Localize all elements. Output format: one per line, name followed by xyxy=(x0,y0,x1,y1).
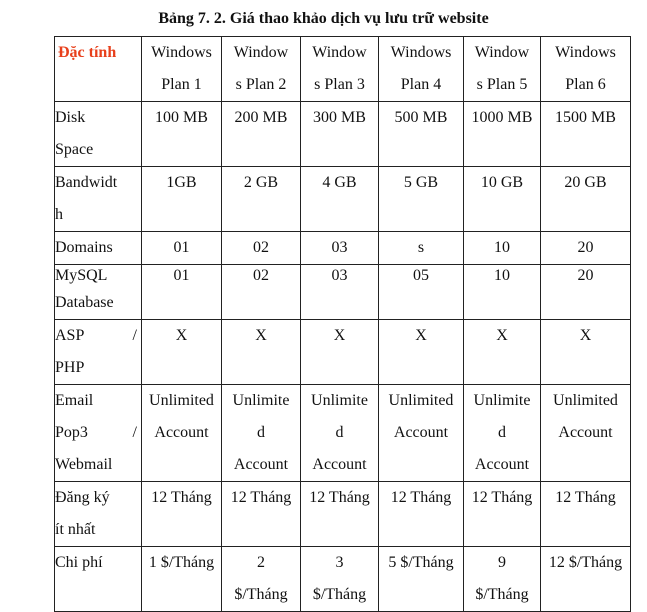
cell-text: 10 xyxy=(494,239,510,256)
table-cell xyxy=(464,167,541,232)
cell-text: 02 xyxy=(253,267,269,284)
header-plan-5 xyxy=(464,37,541,102)
table-cell xyxy=(222,547,301,612)
row-label-separator: / xyxy=(132,327,137,344)
cell-text: 20 xyxy=(577,239,594,256)
cell-text: Account xyxy=(474,456,530,473)
row-label-line: MySQL xyxy=(55,267,108,284)
row-label-line-with-separator xyxy=(55,320,141,352)
table-cell xyxy=(301,167,379,232)
table-cell xyxy=(541,167,631,232)
row-label-line: Email xyxy=(55,392,94,409)
table-cell xyxy=(142,547,222,612)
row-label-line: Đăng ký xyxy=(55,489,110,506)
table-cell xyxy=(301,385,379,482)
cell-text: 12 Tháng xyxy=(309,489,370,506)
row-label-line: h xyxy=(55,206,63,223)
row-label-line: Domains xyxy=(55,239,113,256)
table-cell xyxy=(142,265,222,320)
cell-text: $/Tháng xyxy=(312,586,367,603)
row-label-line: Database xyxy=(55,294,114,311)
cell-text: 9 xyxy=(498,554,506,571)
header-plan-6 xyxy=(541,37,631,102)
cell-text: X xyxy=(255,327,267,344)
row-label-separator: / xyxy=(132,424,137,441)
table-cell xyxy=(464,265,541,320)
table-cell xyxy=(464,547,541,612)
cell-text: 1GB xyxy=(166,174,197,191)
header-plan-4 xyxy=(379,37,464,102)
row-label-line: Disk xyxy=(55,109,86,126)
cell-text: $/Tháng xyxy=(234,586,288,603)
table-cell xyxy=(379,232,464,265)
table-cell xyxy=(142,232,222,265)
header-plan-5-line-1: Window xyxy=(474,44,530,61)
table-cell xyxy=(379,102,464,167)
cell-text: Account xyxy=(154,424,209,441)
row-label-domains xyxy=(55,232,142,265)
cell-text: 200 MB xyxy=(234,109,288,126)
header-plan-4-line-2: Plan 4 xyxy=(400,76,442,93)
header-plan-6-line-2: Plan 6 xyxy=(565,76,606,93)
table-cell xyxy=(541,320,631,385)
cell-text: Account xyxy=(558,424,613,441)
cell-text: $/Tháng xyxy=(475,586,529,603)
table-cell xyxy=(301,232,379,265)
row-label-line: Chi phí xyxy=(55,554,103,571)
header-plan-2-line-1: Window xyxy=(233,44,289,61)
cell-text: 01 xyxy=(173,239,190,256)
row-label-part: Pop3 xyxy=(55,424,88,441)
table-cell xyxy=(222,102,301,167)
row-label-asp-php xyxy=(55,320,142,385)
cell-text: 1 $/Tháng xyxy=(148,554,215,571)
cell-text: 12 Tháng xyxy=(555,489,616,506)
table-row-cost xyxy=(55,547,631,612)
cell-text: d xyxy=(498,424,506,441)
header-feature-label: Đặc tính xyxy=(55,37,142,102)
header-plan-3-line-1: Window xyxy=(312,44,367,61)
cell-text: 3 xyxy=(335,554,344,571)
cell-text: 4 GB xyxy=(322,174,357,191)
cell-text: 1500 MB xyxy=(555,109,616,126)
cell-text: Account xyxy=(312,456,367,473)
table-cell xyxy=(301,265,379,320)
row-label-email xyxy=(55,385,142,482)
cell-text: 05 xyxy=(413,267,429,284)
row-label-line: Space xyxy=(55,141,94,158)
header-plan-6-line-1: Windows xyxy=(555,44,616,61)
cell-text: Account xyxy=(233,456,289,473)
table-cell xyxy=(541,102,631,167)
table-cell xyxy=(541,547,631,612)
cell-text: X xyxy=(175,327,188,344)
cell-text: Unlimite xyxy=(311,392,368,409)
table-cell xyxy=(541,385,631,482)
row-label-mysql-database xyxy=(55,265,142,320)
hosting-price-table xyxy=(54,36,631,612)
table-cell xyxy=(464,320,541,385)
cell-text: 03 xyxy=(331,267,348,284)
table-cell xyxy=(301,320,379,385)
header-plan-4-line-1: Windows xyxy=(390,44,452,61)
table-cell xyxy=(222,320,301,385)
header-row xyxy=(55,37,631,102)
header-plan-3 xyxy=(301,37,379,102)
cell-text: 500 MB xyxy=(394,109,448,126)
table-cell xyxy=(464,385,541,482)
cell-text: 100 MB xyxy=(155,109,208,126)
header-plan-3-line-2: s Plan 3 xyxy=(314,76,365,93)
table-cell xyxy=(222,167,301,232)
header-plan-1 xyxy=(142,37,222,102)
row-label-line: ít nhất xyxy=(55,521,96,538)
cell-text: 03 xyxy=(331,239,348,256)
table-row-domains xyxy=(55,232,631,265)
table-cell xyxy=(464,102,541,167)
cell-text: s xyxy=(417,239,425,256)
cell-text: X xyxy=(496,327,508,344)
cell-text: 12 Tháng xyxy=(151,489,212,506)
cell-text: 2 GB xyxy=(243,174,279,191)
cell-text: 02 xyxy=(253,239,269,256)
cell-text: Unlimited xyxy=(553,392,618,409)
table-cell xyxy=(142,102,222,167)
cell-text: Unlimite xyxy=(232,392,290,409)
cell-text: 2 xyxy=(257,554,265,571)
table-cell xyxy=(142,167,222,232)
table-row-bandwidth xyxy=(55,167,631,232)
table-cell xyxy=(464,232,541,265)
table-cell xyxy=(379,320,464,385)
cell-text: X xyxy=(415,327,427,344)
table-cell xyxy=(379,385,464,482)
header-plan-2 xyxy=(222,37,301,102)
table-row-disk-space xyxy=(55,102,631,167)
table-cell xyxy=(222,385,301,482)
cell-text: 5 $/Tháng xyxy=(388,554,454,571)
row-label-disk-space xyxy=(55,102,142,167)
table-row-asp-php xyxy=(55,320,631,385)
cell-text: 5 GB xyxy=(403,174,439,191)
cell-text: 20 GB xyxy=(564,174,607,191)
cell-text: 12 $/Tháng xyxy=(548,554,623,571)
table-row-mysql-database xyxy=(55,265,631,320)
table-row-email xyxy=(55,385,631,482)
table-cell xyxy=(301,102,379,167)
header-plan-1-line-1: Windows xyxy=(151,44,212,61)
header-plan-1-line-2: Plan 1 xyxy=(161,76,202,93)
table-cell xyxy=(222,265,301,320)
row-label-line: PHP xyxy=(55,359,85,376)
table-cell xyxy=(222,232,301,265)
table-caption: Bảng 7. 2. Giá thao khảo dịch vụ lưu trữ website xyxy=(158,10,489,27)
cell-text: X xyxy=(579,327,592,344)
cell-text: Unlimited xyxy=(149,392,214,409)
row-label-line: Bandwidt xyxy=(55,174,118,191)
cell-text: Account xyxy=(393,424,449,441)
table-cell xyxy=(142,320,222,385)
cell-text: X xyxy=(333,327,346,344)
table-cell xyxy=(379,547,464,612)
table-cell xyxy=(379,167,464,232)
cell-text: d xyxy=(335,424,344,441)
cell-text: 12 Tháng xyxy=(230,489,292,506)
cell-text: Unlimited xyxy=(388,392,454,409)
cell-text: 12 Tháng xyxy=(471,489,533,506)
cell-text: 10 GB xyxy=(480,174,524,191)
table-cell xyxy=(142,385,222,482)
cell-text: 12 Tháng xyxy=(390,489,452,506)
table-cell xyxy=(541,265,631,320)
row-label-bandwidth xyxy=(55,167,142,232)
header-plan-2-line-2: s Plan 2 xyxy=(235,76,287,93)
row-label-line: Webmail xyxy=(55,456,113,473)
cell-text: 300 MB xyxy=(313,109,366,126)
cell-text: d xyxy=(257,424,265,441)
row-label-cost xyxy=(55,547,142,612)
cell-text: 1000 MB xyxy=(471,109,533,126)
cell-text: 20 xyxy=(577,267,594,284)
table-cell xyxy=(301,547,379,612)
cell-text: 10 xyxy=(494,267,510,284)
cell-text: Unlimite xyxy=(473,392,531,409)
table-cell xyxy=(379,265,464,320)
cell-text: 01 xyxy=(173,267,190,284)
row-label-part: ASP xyxy=(55,327,85,344)
row-label-line-with-separator xyxy=(55,417,141,449)
table-cell xyxy=(541,232,631,265)
header-plan-5-line-2: s Plan 5 xyxy=(476,76,528,93)
